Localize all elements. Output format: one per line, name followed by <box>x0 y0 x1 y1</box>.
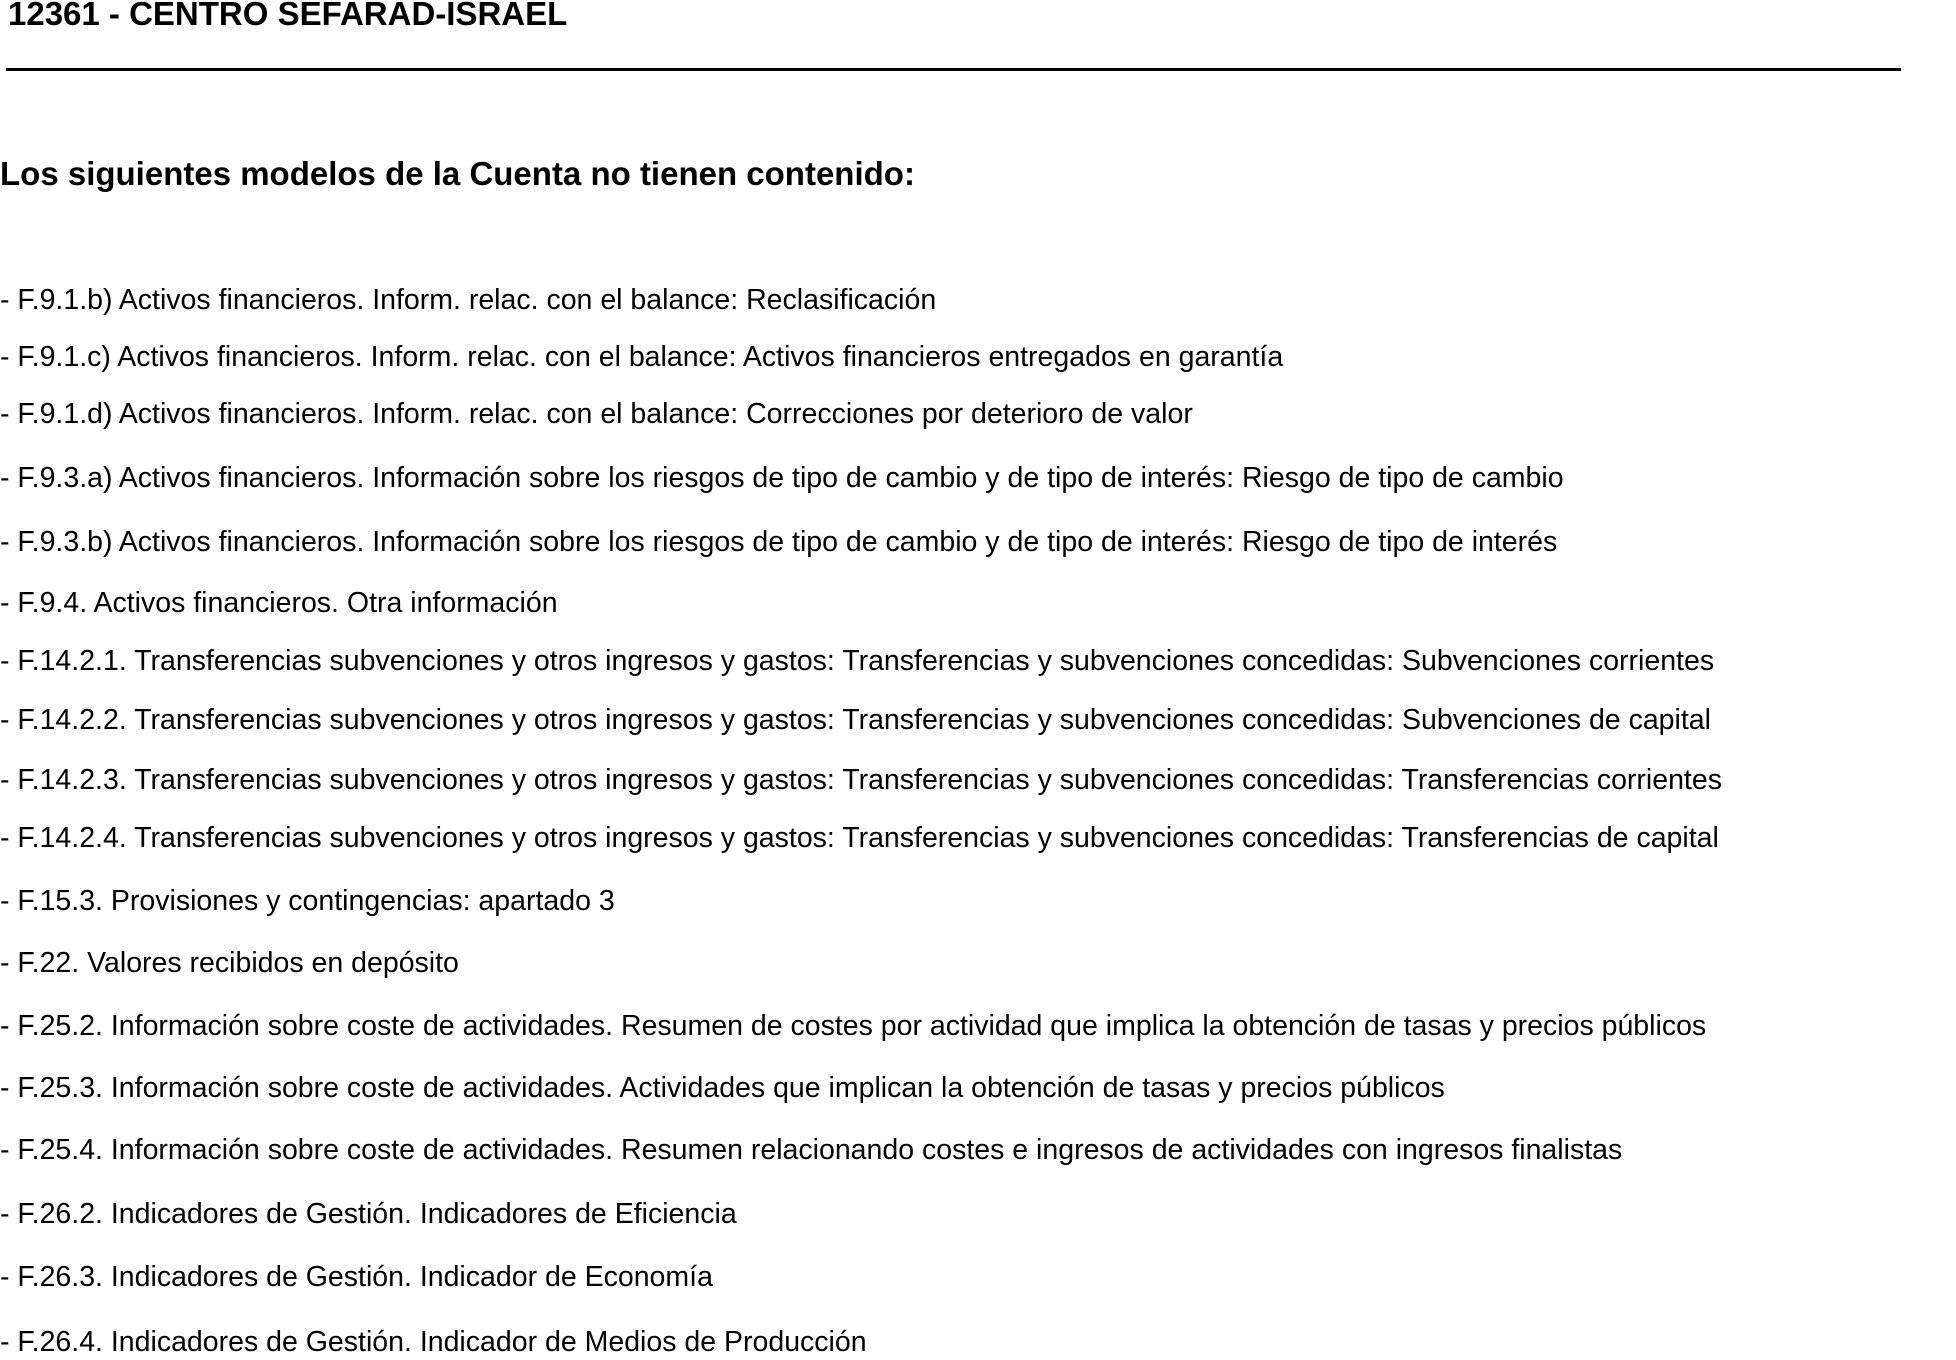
section-heading: Los siguientes modelos de la Cuenta no tienen contenido: <box>0 155 915 192</box>
list-item: - F.9.3.b) Activos financieros. Información sobre los riesgos de tipo de cambio y de tipo de interés: Riesgo de tipo de interés <box>0 526 1558 558</box>
header-divider <box>6 68 1901 71</box>
list-item: - F.15.3. Provisiones y contingencias: apartado 3 <box>0 885 615 917</box>
list-item: - F.22. Valores recibidos en depósito <box>0 947 459 979</box>
list-item: - F.14.2.2. Transferencias subvenciones y otros ingresos y gastos: Transferencias y subvenciones concedidas: Subvenciones de capital <box>0 704 1711 736</box>
list-item: - F.14.2.3. Transferencias subvenciones y otros ingresos y gastos: Transferencias y subvenciones concedidas: Transferencias corrientes <box>0 764 1722 796</box>
list-item: - F.14.2.1. Transferencias subvenciones y otros ingresos y gastos: Transferencias y subvenciones concedidas: Subvenciones corrientes <box>0 645 1715 677</box>
list-item: - F.9.4. Activos financieros. Otra información <box>0 587 558 619</box>
list-item: - F.14.2.4. Transferencias subvenciones y otros ingresos y gastos: Transferencias y subvenciones concedidas: Transferencias de capital <box>0 822 1719 854</box>
list-item: - F.26.2. Indicadores de Gestión. Indicadores de Eficiencia <box>0 1198 737 1230</box>
list-item: - F.25.3. Información sobre coste de actividades. Actividades que implican la obtención de tasas y precios públicos <box>0 1072 1445 1104</box>
list-item: - F.25.4. Información sobre coste de actividades. Resumen relacionando costes e ingresos de actividades con ingresos finalistas <box>0 1134 1623 1166</box>
list-item: - F.9.1.d) Activos financieros. Inform. relac. con el balance: Correcciones por deterioro de valor <box>0 398 1193 430</box>
page-title: 12361 - CENTRO SEFARAD-ISRAEL <box>8 0 568 32</box>
list-item: - F.26.3. Indicadores de Gestión. Indicador de Economía <box>0 1261 713 1293</box>
list-item: - F.9.3.a) Activos financieros. Información sobre los riesgos de tipo de cambio y de tipo de interés: Riesgo de tipo de cambio <box>0 462 1564 494</box>
list-item: - F.9.1.b) Activos financieros. Inform. relac. con el balance: Reclasificación <box>0 284 937 316</box>
list-item: - F.25.2. Información sobre coste de actividades. Resumen de costes por actividad que implica la obtención de tasas y precios públicos <box>0 1010 1707 1042</box>
list-item: - F.9.1.c) Activos financieros. Inform. relac. con el balance: Activos financieros entregados en garantía <box>0 341 1284 373</box>
list-item: - F.26.4. Indicadores de Gestión. Indicador de Medios de Producción <box>0 1326 867 1358</box>
